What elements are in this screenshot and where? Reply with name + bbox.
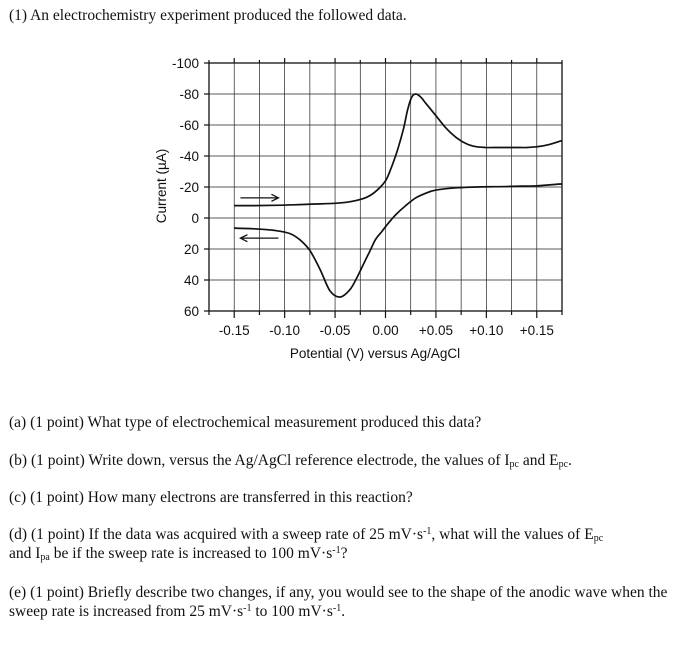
y-tick-label: -40 [179,149,199,164]
question-a: (a) (1 point) What type of electrochemical measurement produced this data? [9,414,482,431]
x-tick-label: +0.15 [519,323,554,338]
y-tick-label: -80 [179,87,199,102]
x-tick-label: -0.15 [218,323,250,338]
x-axis-title: Potential (V) versus Ag/AgCl [289,346,461,361]
tick-labels [172,56,554,338]
y-tick-label: 0 [191,211,199,226]
y-tick-label: -100 [171,56,199,71]
y-tick-label: 60 [183,304,199,319]
x-tick-label: 0.00 [372,323,399,338]
y-tick-label: -20 [179,180,199,195]
question-b: (b) (1 point) Write down, versus the Ag/AgCl reference electrode, the values of $I_{pc}$ and $E_{pc}$. [9,452,572,470]
y-tick-label: 20 [183,242,199,257]
y-axis-title: Current (µA) [154,148,169,224]
problem-intro: (1) An electrochemistry experiment produced the followed data. [9,7,407,24]
y-tick-label: 40 [183,273,199,288]
axis-ticks [204,58,562,318]
x-tick-label: +0.05 [418,323,454,338]
question-e: (e) (1 point) Briefly describe two changes, if any, you would see to the shape of the anodic wave when the sweep rate is increased from 25 $mV\cdot s^{-1}$ to 100 $mV\cdot s^{-1}$. [9,584,668,620]
x-tick-label: -0.05 [319,323,351,338]
x-tick-label: +0.10 [469,323,504,338]
data-series [234,94,562,297]
question-d: (d) (1 point) If the data was acquired with a sweep rate of 25 $mV\cdot s^{-1}$, what will the values of $E_{pc}$ and $I_{pa}$ be if the sweep rate is increased to 100 $mV\cdot s^{-1}$? [9,526,604,563]
y-tick-label: -60 [179,118,199,133]
upper-trace-line [234,94,562,206]
question-c: (c) (1 point) How many electrons are transferred in this reaction? [9,489,413,506]
x-tick-label: -0.10 [269,323,301,338]
